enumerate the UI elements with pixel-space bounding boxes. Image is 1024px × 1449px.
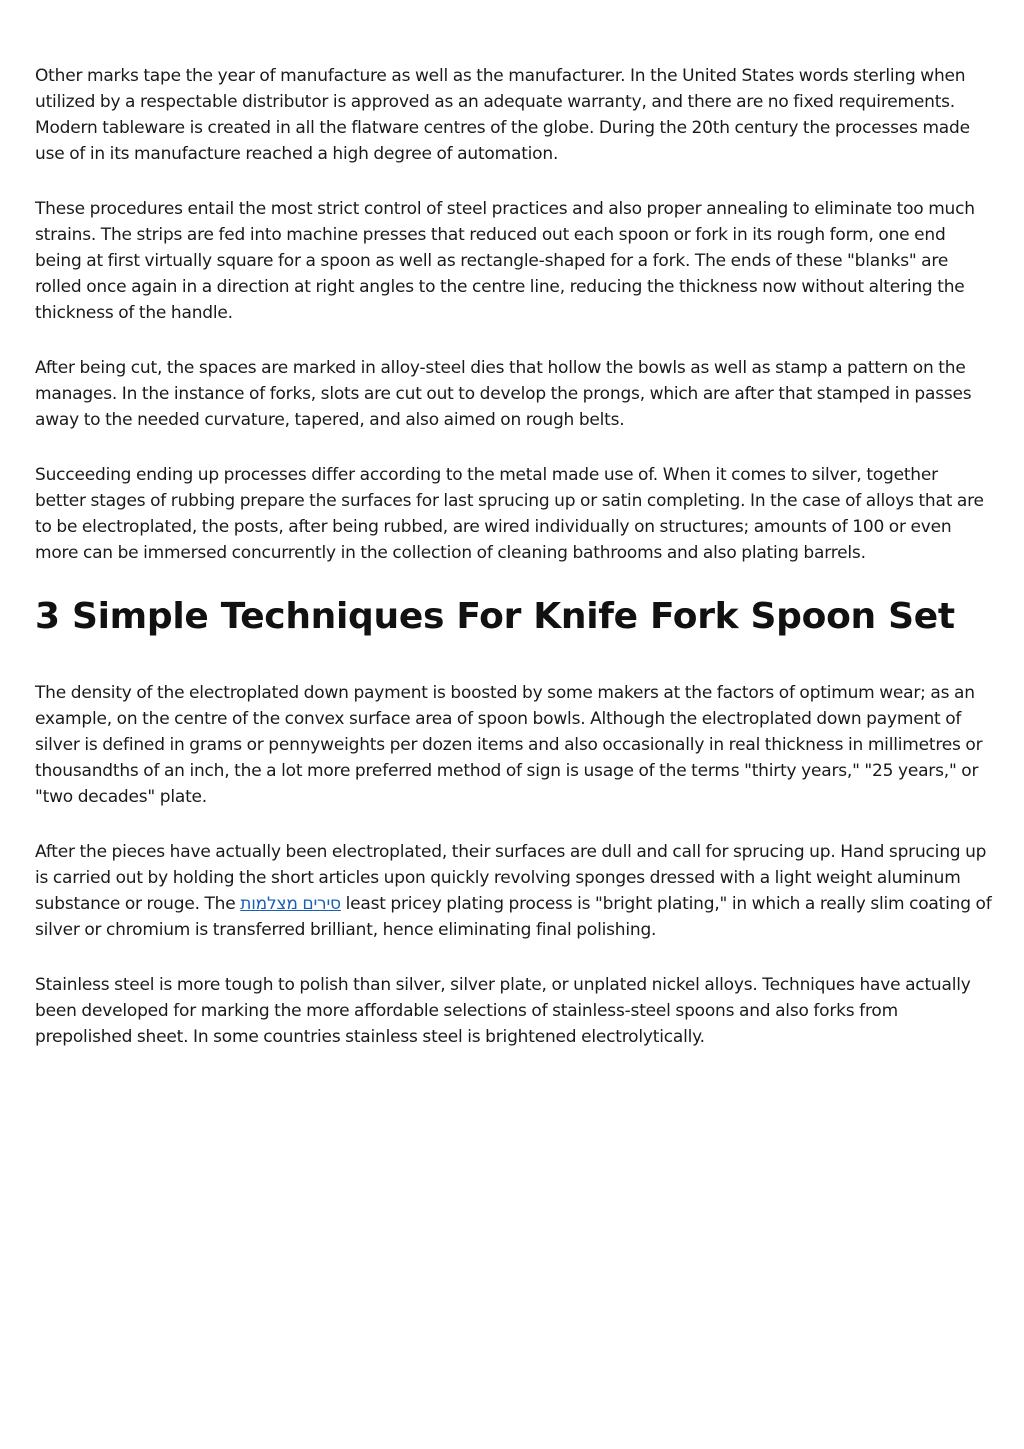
paragraph-5: The density of the electroplated down payment is boosted by some makers at the factors of optimum wear; as an example, on the centre of the convex surface area of spoon bowls. Although the electroplated down payment of silver is defined in grams or pennyweights per dozen items and also occasionally in real thickness in millimetres or thousandths of an inch, the a lot more preferred method of sign is usage of the terms "thirty years," "25 years," or "two decades" plate.	[35, 683, 983, 807]
paragraph-2: These procedures entail the most strict control of steel practices and also proper annealing to eliminate too much strains. The strips are fed into machine presses that reduced out each spoon or fork in its rough form, one end being at first virtually square for a spoon as well as rectangle-shaped for a fork. The ends of these "blanks" are rolled once again in a direction at right angles to the centre line, reducing the thickness now without altering the thickness of the handle.	[35, 199, 975, 323]
section-heading: 3 Simple Techniques For Knife Fork Spoon Set	[35, 596, 955, 637]
paragraph-6	[35, 839, 993, 943]
paragraph-1: Other marks tape the year of manufacture as well as the manufacturer. In the United States words sterling when utilized by a respectable distributor is approved as an adequate warranty, and there are no fixed requirements. Modern tableware is created in all the flatware centres of the globe. During the 20th century the processes made use of in its manufacture reached a high degree of automation.	[35, 66, 970, 164]
hebrew-link[interactable]: סירים מצלמות	[240, 894, 341, 914]
paragraph-7: Stainless steel is more tough to polish than silver, silver plate, or unplated nickel alloys. Techniques have actually been developed for marking the more affordable selections of stainless-steel spoons and also forks from prepolished sheet. In some countries stainless steel is brightened electrolytically.	[35, 975, 971, 1047]
paragraph-4: Succeeding ending up processes differ according to the metal made use of. When it comes to silver, together better stages of rubbing prepare the surfaces for last sprucing up or satin completing. In the case of alloys that are to be electroplated, the posts, after being rubbed, are wired individually on structures; amounts of 100 or even more can be immersed concurrently in the collection of cleaning bathrooms and also plating barrels.	[35, 465, 984, 563]
paragraph-6-before-link: After the pieces have actually been electroplated, their surfaces are dull and call for sprucing up. Hand sprucing up is carried out by holding the short articles upon quickly revolving sponges dressed with a light weight aluminum substance or rouge. The	[35, 842, 987, 914]
paragraph-6-after-link: least pricey plating process is "bright plating," in which a really slim coating of silver or chromium is transferred brilliant, hence eliminating final polishing.	[35, 894, 992, 940]
paragraph-3: After being cut, the spaces are marked in alloy-steel dies that hollow the bowls as well as stamp a pattern on the manages. In the instance of forks, slots are cut out to develop the prongs, which are after that stamped in passes away to the needed curvature, tapered, and also aimed on rough belts.	[35, 358, 972, 430]
article-body	[35, 63, 993, 1079]
